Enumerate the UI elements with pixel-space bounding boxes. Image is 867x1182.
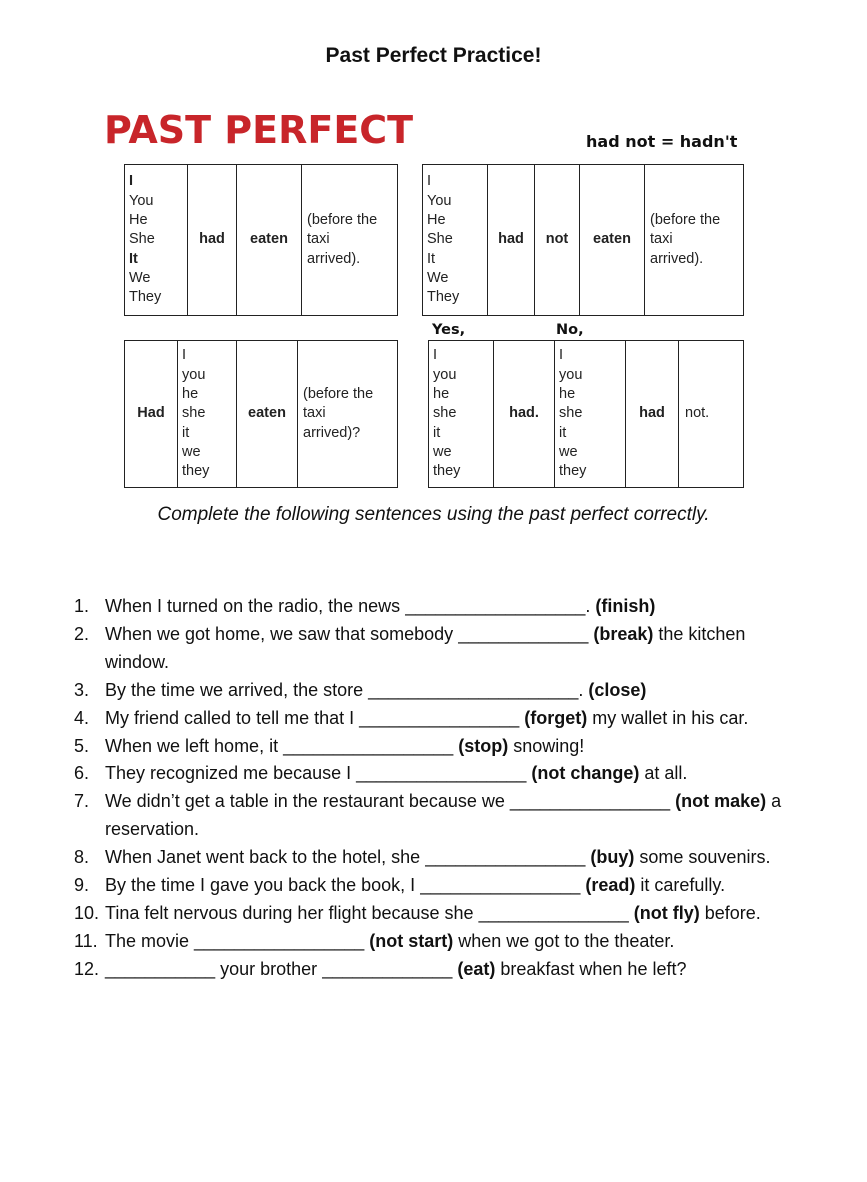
sentence-text: We didn’t get a table in the restaurant because we — [105, 791, 510, 812]
tail-cell — [302, 165, 398, 316]
pronoun: He — [427, 212, 446, 229]
list-item — [74, 928, 814, 956]
item-number: 4. — [74, 707, 90, 728]
yes-label: Yes, — [432, 322, 466, 338]
pronoun: he — [559, 386, 576, 403]
item-number: 5. — [74, 735, 90, 756]
answer-blank[interactable]: _________________ — [356, 763, 527, 784]
item-number: 12. — [74, 958, 100, 979]
sentence-text: it carefully. — [635, 875, 726, 896]
pronoun: they — [559, 463, 587, 480]
tail-line: taxi — [650, 231, 673, 248]
list-item — [74, 872, 814, 900]
tail-cell — [645, 165, 744, 316]
negative-table — [422, 164, 744, 316]
answer-blank[interactable]: _______________ — [478, 902, 629, 923]
sentence-text: a reservation. — [105, 791, 782, 840]
pronoun: she — [182, 405, 206, 422]
verb-hint: (finish) — [595, 596, 656, 616]
pronoun: it — [433, 424, 441, 441]
pronoun: It — [129, 250, 138, 267]
sentence-text: When I turned on the radio, the news — [105, 596, 406, 616]
tail-line: (before the — [307, 212, 378, 229]
aux-cell: had — [488, 165, 535, 316]
answer-blank[interactable]: ________________ — [420, 875, 581, 896]
list-item — [74, 621, 814, 677]
pronoun-list — [429, 341, 494, 488]
verb-cell: eaten — [580, 165, 645, 316]
pronoun: she — [559, 405, 583, 422]
sentence-text: . — [578, 679, 589, 700]
answer-blank[interactable]: ________________ — [509, 791, 671, 812]
pronoun-list — [125, 165, 188, 316]
pronoun: we — [559, 443, 578, 460]
item-number: 1. — [74, 596, 90, 616]
verb-hint: (not fly) — [633, 902, 700, 923]
verb-cell: eaten — [237, 341, 298, 488]
aux-cell: Had — [125, 341, 178, 488]
verb-hint: (not make) — [675, 791, 767, 812]
verb-cell: eaten — [237, 165, 302, 316]
sentence-text: By the time I gave you back the book, I — [105, 875, 421, 896]
item-number: 9. — [74, 875, 90, 896]
verb-hint: (break) — [593, 623, 654, 644]
sentence-text: When Janet went back to the hotel, she — [105, 847, 426, 868]
sentence-text: at all. — [639, 763, 688, 784]
pronoun: They — [427, 289, 460, 306]
pronoun: they — [182, 463, 210, 480]
pronoun-list — [555, 341, 626, 488]
tail-line: (before the — [303, 386, 374, 403]
list-item — [74, 760, 814, 788]
verb-hint: (close) — [588, 679, 647, 700]
item-number: 10. — [74, 902, 100, 923]
pronoun: He — [129, 212, 148, 229]
tail-cell — [298, 341, 398, 488]
sentence-text: the kitchen window. — [105, 623, 746, 672]
pronoun: you — [559, 366, 583, 383]
tail-line: taxi — [303, 405, 326, 422]
answer-blank[interactable]: __________________ — [405, 596, 586, 616]
tail-line: (before the — [650, 212, 721, 229]
sentence-text: By the time we arrived, the store — [105, 679, 369, 700]
pronoun: It — [427, 250, 436, 267]
list-item — [74, 788, 814, 844]
pronoun: We — [129, 269, 151, 286]
pronoun: I — [559, 347, 564, 364]
list-item — [74, 956, 814, 984]
pronoun: She — [427, 231, 453, 248]
sentence-text: Tina felt nervous during her flight because she — [105, 902, 479, 923]
no-aux-cell: had — [626, 341, 679, 488]
yes-aux-cell: had. — [494, 341, 555, 488]
question-table — [124, 340, 398, 488]
pronoun: it — [559, 424, 567, 441]
sentence-text: breakfast when he left? — [495, 958, 687, 979]
negation-cell: not — [535, 165, 580, 316]
item-number: 8. — [74, 847, 90, 868]
sentence-text: your brother — [215, 958, 323, 979]
tail-line: arrived). — [307, 250, 361, 267]
short-answer-table — [428, 340, 744, 488]
item-number: 3. — [74, 679, 90, 700]
pronoun: they — [433, 463, 461, 480]
item-number: 2. — [74, 623, 90, 644]
sentence-text: . — [585, 596, 596, 616]
pronoun: You — [427, 192, 452, 209]
tail-line: arrived). — [650, 250, 704, 267]
sentence-text: my wallet in his car. — [587, 707, 749, 728]
no-neg-cell: not. — [679, 341, 744, 488]
verb-hint: (read) — [585, 875, 636, 896]
list-item — [74, 733, 814, 761]
pronoun: we — [182, 443, 201, 460]
list-item — [74, 900, 814, 928]
pronoun: I — [182, 347, 187, 364]
tail-line: taxi — [307, 231, 330, 248]
contraction-note: had not = hadn't — [586, 132, 738, 151]
pronoun: We — [427, 269, 449, 286]
verb-hint: (forget) — [524, 707, 588, 728]
pronoun: you — [433, 366, 457, 383]
verb-hint: (eat) — [457, 958, 496, 979]
aux-cell: had — [188, 165, 237, 316]
pronoun: I — [427, 173, 432, 190]
answer-blank[interactable]: _________________ — [194, 930, 365, 951]
answer-blank[interactable]: ________________ — [425, 847, 586, 868]
pronoun-list — [423, 165, 488, 316]
no-label: No, — [556, 322, 584, 338]
answer-blank[interactable]: _____________ — [458, 623, 589, 644]
pronoun: you — [182, 366, 206, 383]
list-item — [74, 705, 814, 733]
pronoun: he — [433, 386, 450, 403]
answer-blank[interactable]: ________________ — [359, 707, 520, 728]
sentence-text: snowing! — [508, 735, 585, 756]
verb-hint: (stop) — [458, 735, 509, 756]
sentence-text: They recognized me because I — [105, 763, 357, 784]
pronoun: I — [129, 173, 134, 190]
pronoun: I — [433, 347, 438, 364]
item-number: 7. — [74, 791, 90, 812]
verb-hint: (not change) — [531, 763, 640, 784]
sentence-text: When we left home, it — [105, 735, 284, 756]
verb-hint: (not start) — [369, 930, 454, 951]
answer-blank[interactable]: _____________ — [322, 958, 453, 979]
past-perfect-heading: PAST PERFECT — [104, 108, 414, 152]
pronoun: You — [129, 192, 154, 209]
affirmative-table — [124, 164, 398, 316]
answer-blank[interactable]: _____________________ — [368, 679, 579, 700]
answer-blank[interactable]: ___________ — [105, 958, 216, 979]
item-number: 6. — [74, 763, 90, 784]
pronoun: she — [433, 405, 457, 422]
sentence-text: before. — [699, 902, 761, 923]
sentence-list — [74, 593, 814, 984]
instructions: Complete the following sentences using the past perfect correctly. — [157, 504, 710, 525]
pronoun: we — [433, 443, 452, 460]
pronoun: it — [182, 424, 190, 441]
pronoun-list — [178, 341, 237, 488]
list-item — [74, 593, 814, 621]
sentence-text: The movie — [105, 930, 195, 951]
pronoun: She — [129, 231, 155, 248]
pronoun: They — [129, 289, 162, 306]
list-item — [74, 844, 814, 872]
item-number: 11. — [74, 930, 98, 951]
sentence-text: My friend called to tell me that I — [105, 707, 360, 728]
answer-blank[interactable]: _________________ — [283, 735, 454, 756]
tail-line: arrived)? — [303, 424, 361, 441]
list-item — [74, 677, 814, 705]
pronoun: he — [182, 386, 199, 403]
sentence-text: some souvenirs. — [634, 847, 771, 868]
sentence-text: When we got home, we saw that somebody — [105, 623, 459, 644]
verb-hint: (buy) — [590, 847, 635, 868]
sentence-text: when we got to the theater. — [453, 930, 675, 951]
page-title: Past Perfect Practice! — [325, 44, 542, 67]
